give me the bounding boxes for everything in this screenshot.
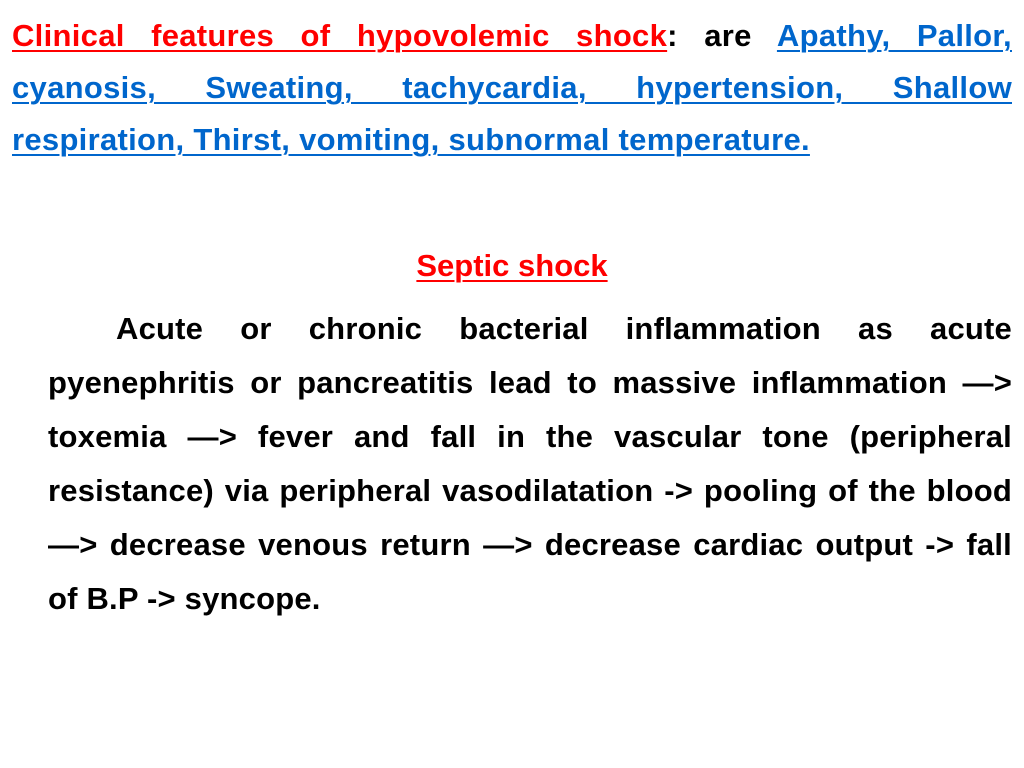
intro-separator: : are	[667, 18, 777, 53]
hypovolemic-term: Clinical features of hypovolemic shock	[12, 18, 668, 53]
hypovolemic-features-paragraph	[12, 10, 1012, 166]
septic-shock-heading: Septic shock	[416, 248, 608, 283]
septic-shock-heading-row	[0, 240, 1024, 292]
hypovolemic-feature-list: Apathy, Pallor, cyanosis, Sweating, tachycardia, hypertension, Shallow respiration, Thirst, vomiting, subnormal temperature.	[12, 18, 1012, 157]
septic-shock-body: Acute or chronic bacterial inflammation as acute pyenephritis or pancreatitis lead to massive inflammation —> toxemia —> fever and fall in the vascular tone (peripheral resistance) via peripheral vasodilatation -> pooling of the blood —> decrease venous return —> decrease cardiac output -> fall of B.P -> syncope.	[48, 311, 1012, 616]
